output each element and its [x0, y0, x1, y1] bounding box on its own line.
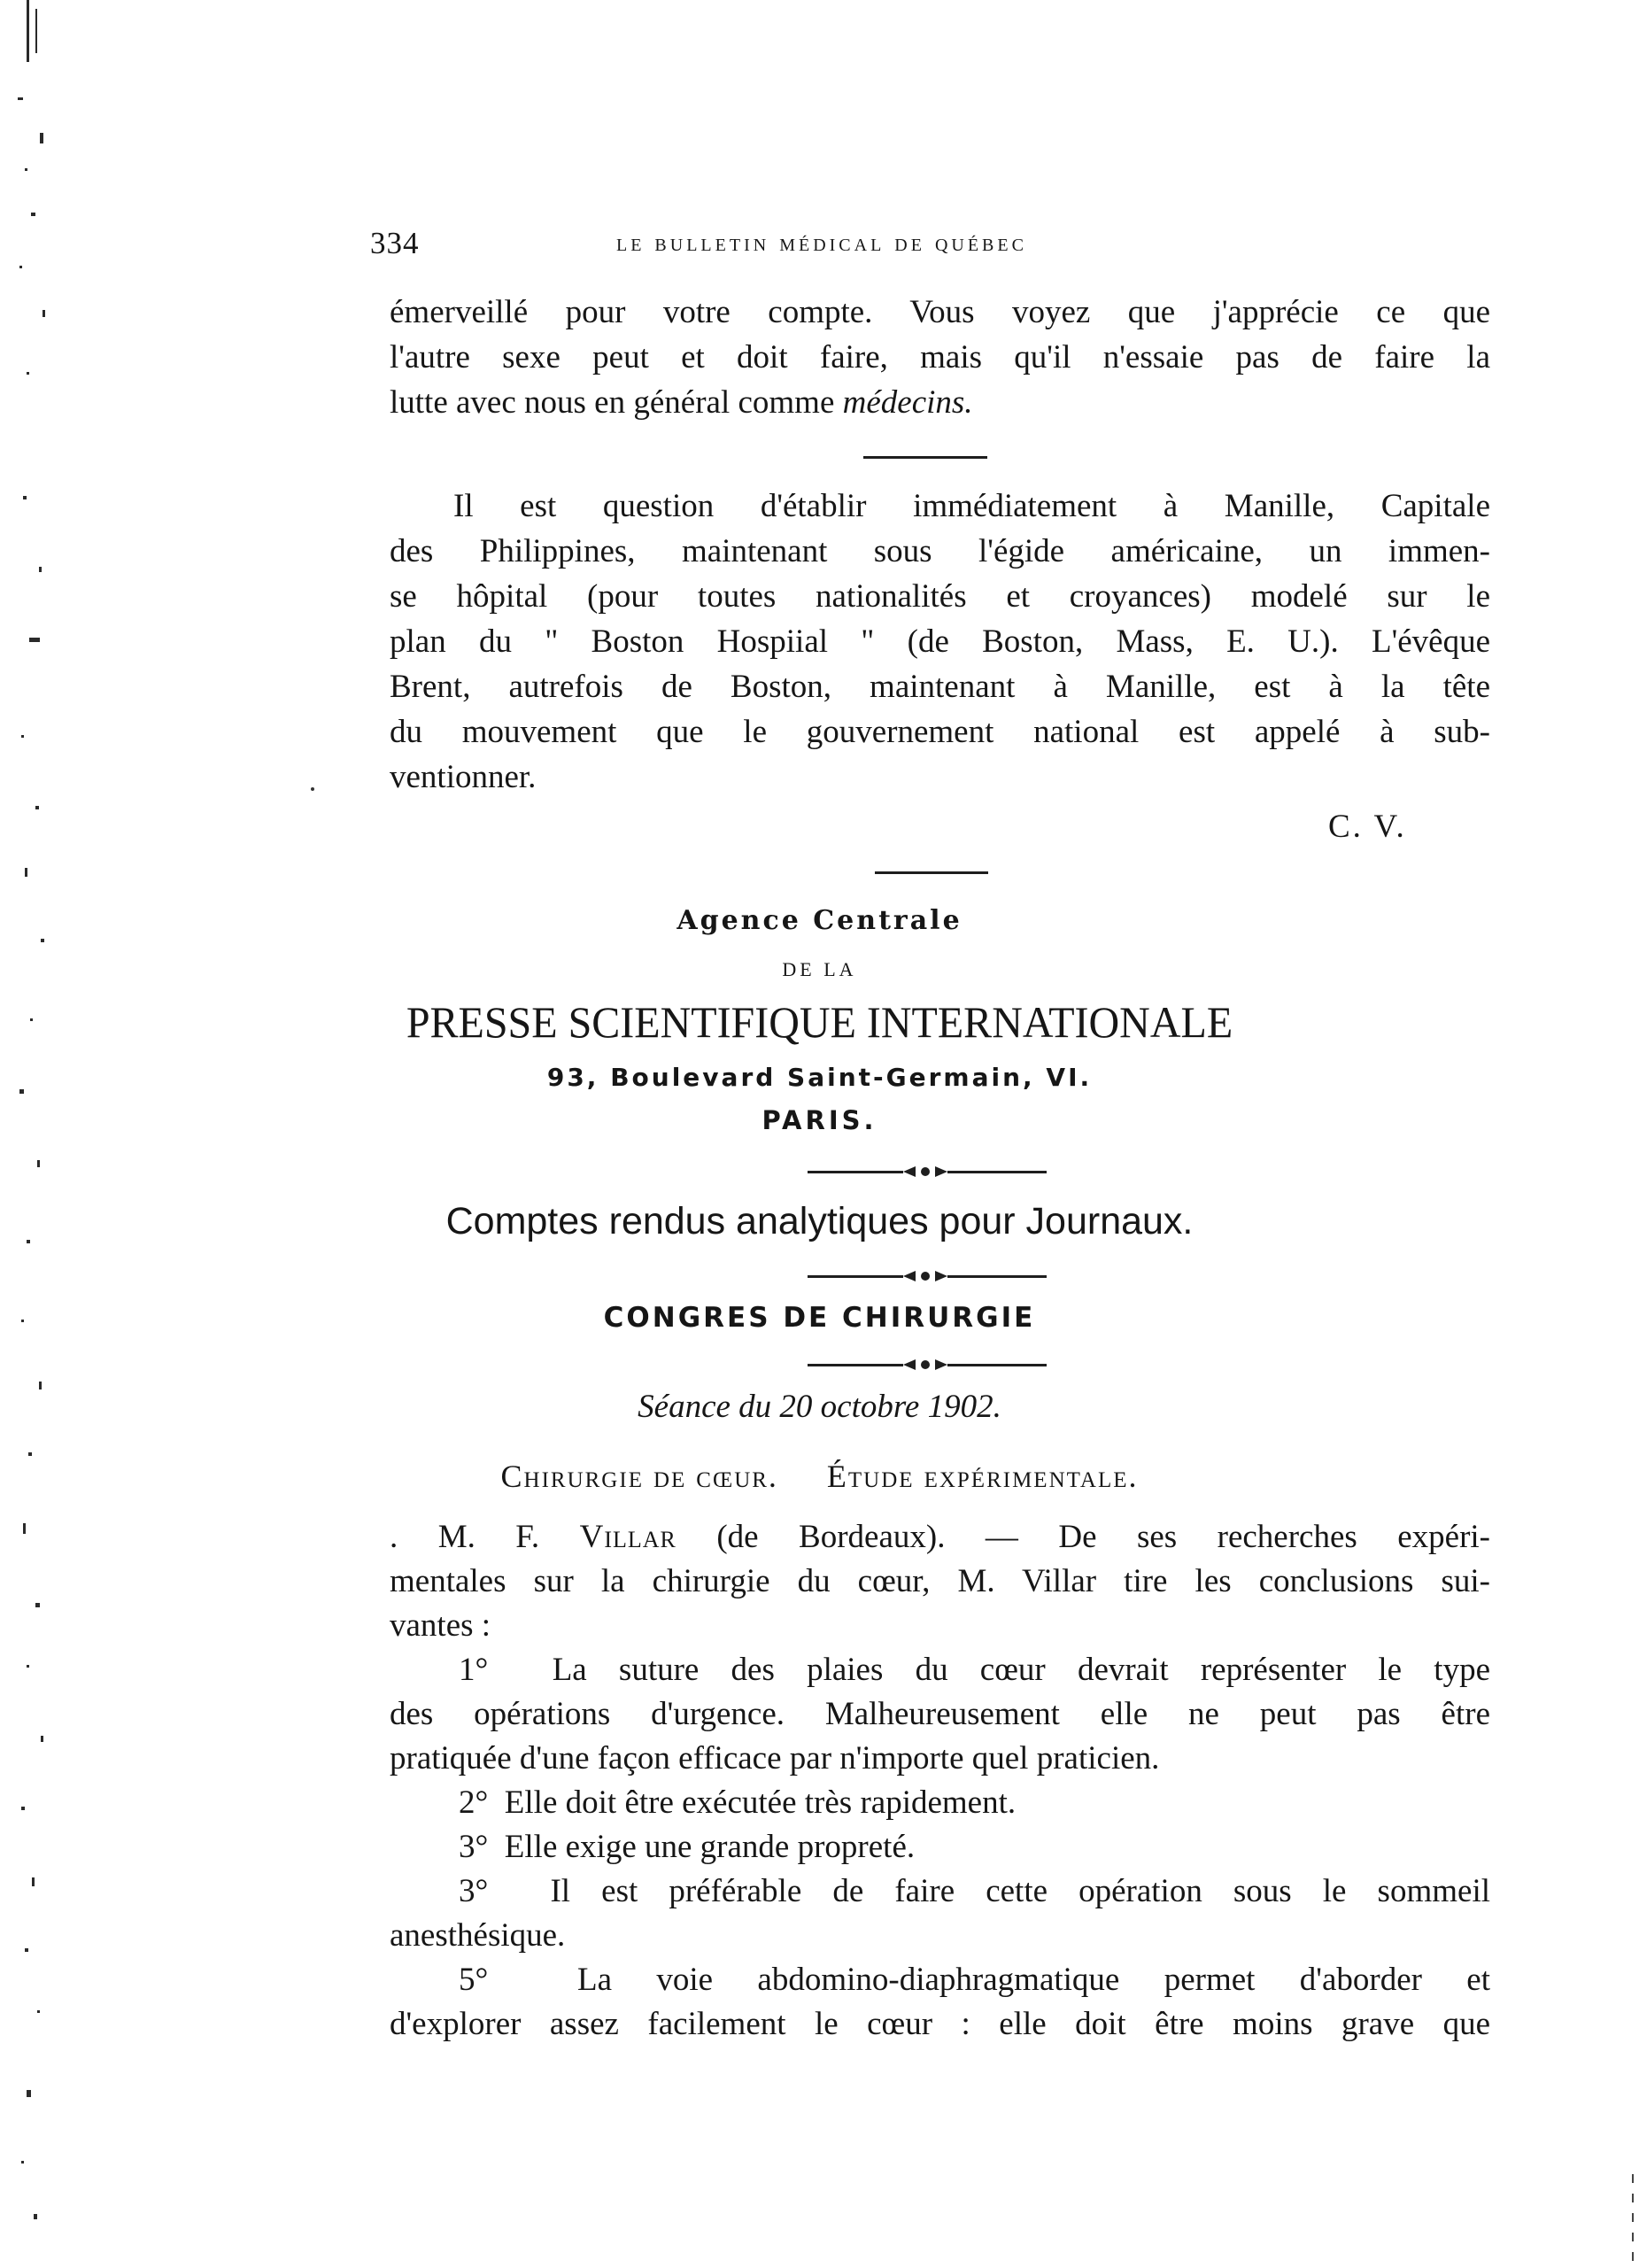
- text-line: émerveillé pour votre compte. Vous voyez que j'apprécie ce que: [390, 294, 1490, 330]
- item-text: Elle exige une grande propreté.: [504, 1829, 916, 1865]
- text-line: du mouvement que le gouvernement national est appelé à sub-: [390, 714, 1490, 750]
- paragraph-villar: [390, 1515, 1490, 2047]
- italic-word: médecins.: [842, 384, 973, 421]
- text-line: [390, 380, 1490, 425]
- list-item: [390, 1781, 1490, 1825]
- page-number: 334: [370, 226, 420, 260]
- agency-de-la: DE LA: [782, 958, 857, 980]
- section-rule: [875, 871, 988, 874]
- item-text: Elle doit être exécutée très rapidement.: [504, 1784, 1017, 1821]
- text-line: pratiquée d'une façon efficace par n'importe quel praticien.: [390, 1740, 1160, 1776]
- text-line-start: lutte avec nous en général comme: [390, 384, 843, 421]
- list-item: [390, 1958, 1490, 2002]
- text-line: des Philippines, maintenant sous l'égide américaine, un immen-: [390, 533, 1490, 569]
- item-marker: 2°: [459, 1784, 489, 1821]
- author-signature: C. V.: [1328, 809, 1407, 845]
- section-heading-comptes: Comptes rendus analytiques pour Journaux.: [445, 1200, 1194, 1242]
- item-marker: 5°: [459, 1962, 489, 1998]
- paragraph-manille: [390, 484, 1490, 800]
- list-item: [390, 1825, 1490, 1869]
- agency-address: 93, Boulevard Saint-Germain, VI.: [546, 1063, 1093, 1092]
- author-name: Villar: [579, 1519, 676, 1555]
- text-line: anesthésique.: [390, 1917, 566, 1954]
- item-text: La voie abdomino-diaphragmatique permet d'aborder et: [577, 1962, 1490, 1998]
- author-prefix: . M. F.: [390, 1519, 580, 1555]
- item-marker: 3°: [459, 1829, 489, 1865]
- intro-rest: (de Bordeaux). — De ses recherches expéri-: [676, 1519, 1490, 1555]
- running-head: [370, 226, 1220, 270]
- text-line: d'explorer assez facilement le cœur : elle doit être moins grave que: [390, 2006, 1490, 2042]
- list-item: [390, 1648, 1490, 1692]
- text-line: ventionner.: [390, 759, 537, 795]
- subject-part-a: Chirurgie de cœur.: [500, 1459, 778, 1494]
- agency-city: PARIS.: [762, 1105, 877, 1135]
- journal-title: le bulletin médical de québec: [616, 229, 1027, 257]
- item-text: Il est préférable de faire cette opération sous le sommeil: [550, 1873, 1491, 1909]
- ornamental-rule: [808, 1267, 1047, 1285]
- item-marker: 1°: [459, 1652, 489, 1688]
- item-marker: 3°: [459, 1873, 489, 1909]
- text-line: l'autre sexe peut et doit faire, mais qu'il n'essaie pas de faire la: [390, 339, 1490, 375]
- paragraph-continuation: [390, 290, 1490, 425]
- text-line: mentales sur la chirurgie du cœur, M. Villar tire les conclusions sui-: [390, 1563, 1490, 1599]
- text-line: Il est question d'établir immédiatement à Manille, Capitale: [453, 488, 1490, 524]
- subject-heading: [0, 1458, 1639, 1495]
- subject-part-b: Étude expérimentale.: [826, 1459, 1139, 1494]
- section-rule: [863, 456, 987, 459]
- item-text: La suture des plaies du cœur devrait représenter le type: [552, 1652, 1491, 1688]
- text-line: se hôpital (pour toutes nationalités et croyances) modelé sur le: [390, 578, 1490, 615]
- agency-title: PRESSE SCIENTIFIQUE INTERNATIONALE: [406, 997, 1233, 1047]
- session-date: Séance du 20 octobre 1902.: [638, 1389, 1001, 1425]
- stray-ink-dot: [310, 786, 315, 792]
- ornamental-rule: [808, 1163, 1047, 1180]
- list-item: [390, 1869, 1490, 1914]
- text-line: des opérations d'urgence. Malheureusement elle ne peut pas être: [390, 1696, 1490, 1732]
- text-line: [390, 1515, 1490, 1560]
- section-heading-congres: CONGRES DE CHIRURGIE: [603, 1302, 1036, 1334]
- agency-name: Agence Centrale: [676, 905, 963, 936]
- text-line: vantes :: [390, 1607, 491, 1644]
- text-line: Brent, autrefois de Boston, maintenant à Manille, est à la tête: [390, 669, 1490, 705]
- ornamental-rule: [808, 1356, 1047, 1374]
- margin-ticks: [1629, 2174, 1636, 2263]
- text-line: plan du " Boston Hospiial " (de Boston, Mass, E. U.). L'évêque: [390, 623, 1490, 660]
